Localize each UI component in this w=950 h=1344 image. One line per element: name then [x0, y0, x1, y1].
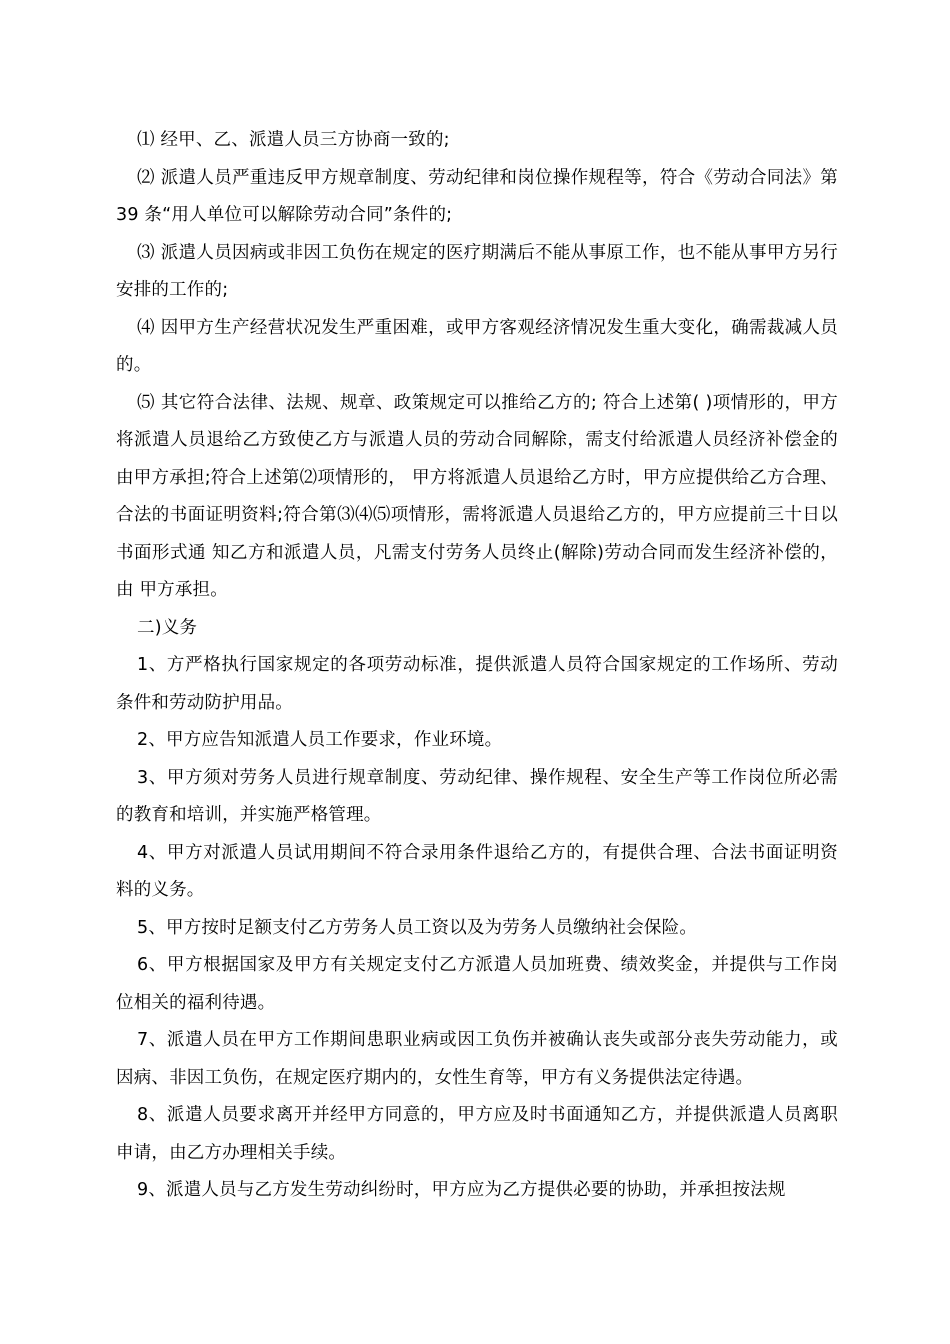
paragraph-obligation-4: 4、甲方对派遣人员试用期间不符合录用条件退给乙方的，有提供合理、合法书面证明资料的义务。 [116, 842, 838, 900]
paragraph-obligation-5: 5、甲方按时足额支付乙方劳务人员工资以及为劳务人员缴纳社会保险。 [137, 917, 698, 938]
paragraph-obligation-2: 2、甲方应告知派遣人员工作要求，作业环境。 [137, 730, 503, 750]
paragraph-termination-condition-2: ⑵ 派遣人员严重违反甲方规章制度、劳动纪律和岗位操作规程等，符合《劳动合同法》第 39 条“用人单位可以解除劳动合同”条件的; [116, 167, 838, 225]
paragraph-obligation-8: 8、派遣人员要求离开并经甲方同意的，甲方应及时书面通知乙方，并提供派遣人员离职申请，由乙方办理相关手续。 [116, 1105, 838, 1163]
paragraph-obligation-6: 6、甲方根据国家及甲方有关规定支付乙方派遣人员加班费、绩效奖金，并提供与工作岗位相关的福利待遇。 [116, 955, 838, 1013]
document-body [116, 122, 838, 1210]
section-heading-obligations: 二)义务 [137, 617, 198, 638]
paragraph-termination-condition-4: ⑷ 因甲方生产经营状况发生严重困难，或甲方客观经济情况发生重大变化，确需裁减人员的。 [116, 317, 838, 375]
paragraph-termination-condition-5: ⑸ 其它符合法律、法规、规章、政策规定可以推给乙方的; 符合上述第( )项情形的，甲方将派遣人员退给乙方致使乙方与派遣人员的劳动合同解除，需支付给派遣人员经济补偿金的由甲方承担;符合上述第⑵项情形的， 甲方将派遣人员退给乙方时，甲方应提供给乙方合理、合法的书面证明资料;符合第⑶⑷⑸项情形，需将派遣人员退给乙方的，甲方应提前三十日以书面形式通 知乙方和派遣人员，凡需支付劳务人员终止(解除)劳动合同而发生经济补偿的，由 甲方承担。 [116, 392, 838, 600]
paragraph-obligation-7: 7、派遣人员在甲方工作期间患职业病或因工负伤并被确认丧失或部分丧失劳动能力，或因病、非因工负伤，在规定医疗期内的，女性生育等，甲方有义务提供法定待遇。 [116, 1030, 838, 1088]
paragraph-termination-condition-3: ⑶ 派遣人员因病或非因工负伤在规定的医疗期满后不能从事原工作，也不能从事甲方另行安排的工作的; [116, 242, 838, 300]
paragraph-termination-condition-1: ⑴ 经甲、乙、派遣人员三方协商一致的; [137, 130, 450, 150]
paragraph-obligation-3: 3、甲方须对劳务人员进行规章制度、劳动纪律、操作规程、安全生产等工作岗位所必需的教育和培训，并实施严格管理。 [116, 767, 838, 825]
paragraph-obligation-9: 9、派遣人员与乙方发生劳动纠纷时，甲方应为乙方提供必要的协助，并承担按法规 [137, 1180, 786, 1200]
paragraph-obligation-1: 1、方严格执行国家规定的各项劳动标准，提供派遣人员符合国家规定的工作场所、劳动条件和劳动防护用品。 [116, 655, 838, 713]
